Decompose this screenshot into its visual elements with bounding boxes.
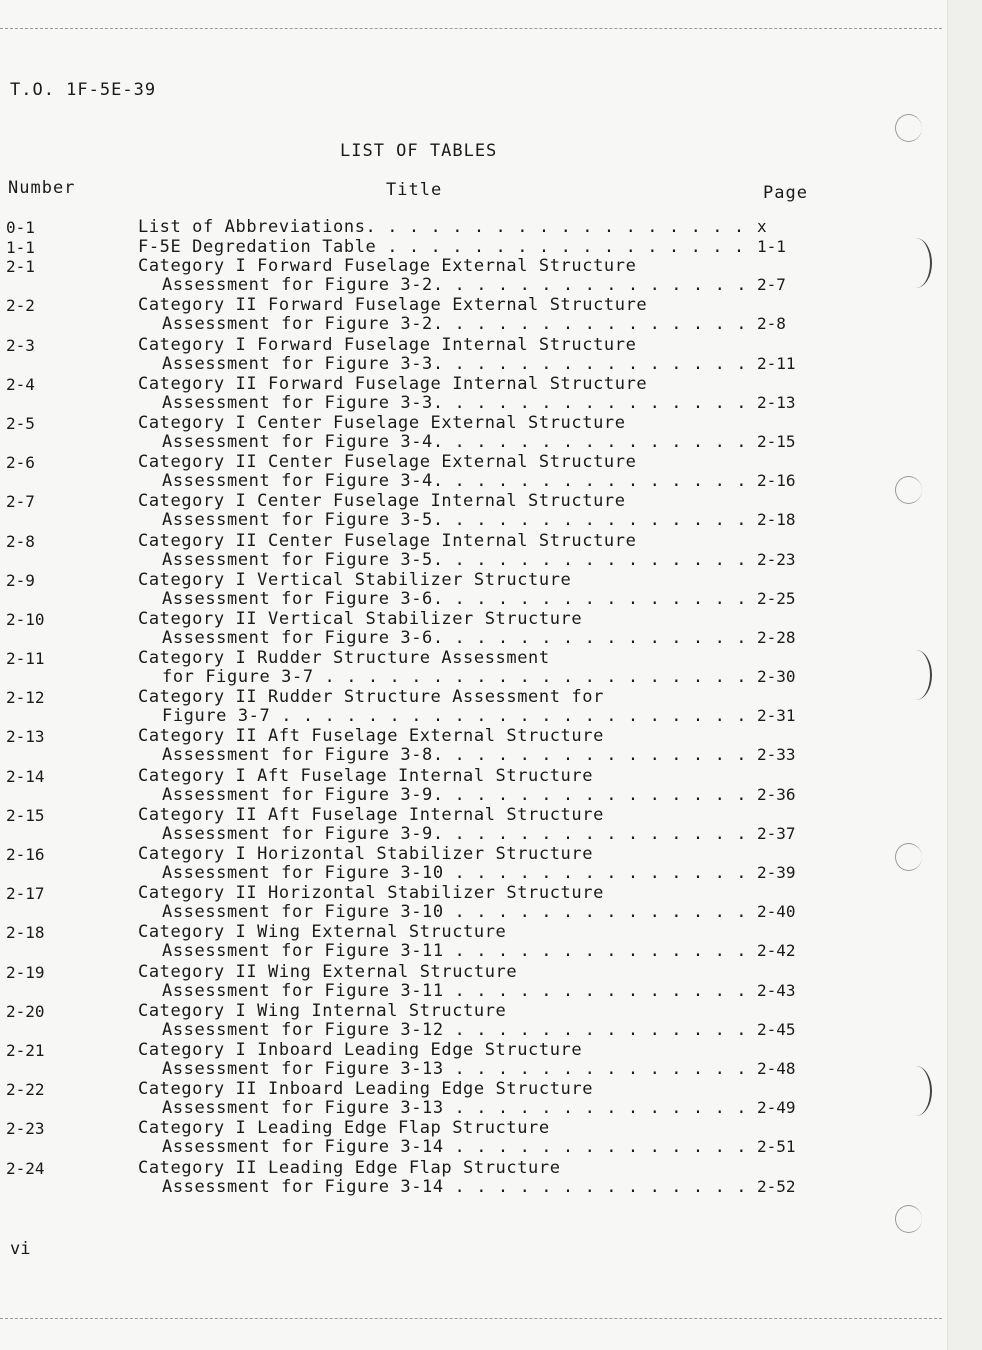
page-number: vi [10, 1239, 31, 1259]
table-title: Category II Leading Edge Flap Structure [138, 1157, 561, 1178]
table-number: 2-1 [6, 257, 35, 277]
table-title-continued: Figure 3-7 . . . [162, 706, 750, 726]
table-title-continued: Assessment for Figure 3-3. . . . [162, 354, 750, 374]
table-title: Category I Forward Fuselage Internal Structure [138, 334, 637, 355]
table-number: 2-5 [6, 413, 35, 433]
table-page: 2-45 [757, 1019, 796, 1039]
table-page: 2-30 [757, 667, 796, 687]
table-page: 2-36 [757, 784, 796, 804]
table-title: Category II Aft Fuselage External Structure [138, 726, 604, 747]
table-title-continued: Assessment for Figure 3-13 . . . [162, 1059, 750, 1079]
list-item [0, 962, 880, 1001]
table-number: 2-19 [6, 962, 45, 982]
table-title-continued: Assessment for Figure 3-9. . . . [162, 824, 750, 844]
table-number: 2-3 [6, 335, 35, 355]
table-page: 2-43 [757, 980, 796, 1000]
table-number: 2-7 [6, 492, 35, 512]
table-title: Category II Forward Fuselage Internal Structure [138, 373, 648, 394]
list-item [0, 609, 880, 648]
list-item [0, 805, 880, 844]
bottom-scan-edge [0, 1318, 942, 1319]
table-number: 2-23 [6, 1119, 45, 1139]
table-title-continued: Assessment for Figure 3-9. . . . [162, 785, 750, 805]
binder-ring-mark [900, 650, 932, 700]
list-item [0, 726, 880, 765]
table-title-continued: Assessment for Figure 3-4. . . . [162, 471, 750, 491]
table-title: Category I Center Fuselage External Structure [138, 412, 626, 433]
table-title: F-5E Degredation Table . . . [138, 237, 750, 257]
table-page: 2-33 [757, 745, 796, 765]
table-title: Category II Forward Fuselage External Structure [138, 295, 648, 316]
table-number: 2-18 [6, 923, 45, 943]
table-number: 2-12 [6, 688, 45, 708]
table-number: 2-2 [6, 296, 35, 316]
list-item [0, 1158, 880, 1197]
table-title-continued: Assessment for Figure 3-12 . . . [162, 1020, 750, 1040]
table-title: Category II Inboard Leading Edge Structure [138, 1079, 594, 1100]
list-item [0, 335, 880, 374]
table-number: 2-22 [6, 1080, 45, 1100]
table-title: Category II Aft Fuselage Internal Structure [138, 804, 604, 825]
table-title-continued: Assessment for Figure 3-10 . . . [162, 863, 750, 883]
table-page: 2-42 [757, 941, 796, 961]
table-number: 2-21 [6, 1040, 45, 1060]
table-page: 2-52 [757, 1176, 796, 1196]
table-title-continued: Assessment for Figure 3-11 . . . [162, 981, 750, 1001]
table-title: Category II Rudder Structure Assessment for [138, 687, 604, 708]
table-title: Category II Horizontal Stabilizer Structure [138, 883, 604, 904]
table-number: 2-16 [6, 845, 45, 864]
list-item [0, 295, 880, 334]
list-item [0, 256, 880, 295]
top-scan-edge [0, 28, 942, 29]
list-item [0, 687, 880, 726]
list-item [0, 570, 880, 609]
table-title-continued: Assessment for Figure 3-13 . . . [162, 1098, 750, 1118]
table-number: 0-1 [6, 218, 35, 237]
column-header-page: Page [763, 183, 808, 203]
table-page: 2-25 [757, 588, 796, 608]
binder-ring-mark [900, 1066, 932, 1116]
table-title: Category I Leading Edge Flap Structure [138, 1118, 550, 1139]
list-item [0, 1040, 880, 1079]
column-header-number: Number [8, 178, 76, 198]
table-title-continued: Assessment for Figure 3-5. . . . [162, 550, 750, 570]
table-number: 2-14 [6, 766, 45, 786]
table-title: Category I Aft Fuselage Internal Structure [138, 765, 594, 786]
list-item [0, 374, 880, 413]
list-item [0, 413, 880, 452]
table-page: 1-1 [757, 236, 786, 256]
table-page: 2-49 [757, 1098, 796, 1118]
table-title-continued: Assessment for Figure 3-10 . . . [162, 902, 750, 922]
table-title: Category II Vertical Stabilizer Structure [138, 608, 583, 629]
list-item [0, 531, 880, 570]
table-page: 2-13 [757, 392, 796, 412]
list-item [0, 766, 880, 805]
table-page: 2-31 [757, 706, 796, 726]
table-page: 2-11 [757, 353, 796, 373]
column-header-title: Title [386, 180, 443, 200]
table-page: 2-15 [757, 431, 796, 451]
table-title-continued: Assessment for Figure 3-6. . . . [162, 589, 750, 609]
table-number: 2-20 [6, 1001, 45, 1021]
table-page: 2-39 [757, 863, 796, 882]
table-title: Category I Rudder Structure Assessment [138, 648, 550, 669]
table-page: 2-51 [757, 1137, 796, 1157]
table-title: Category I Wing Internal Structure [138, 1000, 507, 1021]
table-page: x [757, 217, 767, 236]
table-title-continued: Assessment for Figure 3-2. . . . [162, 314, 750, 334]
table-title-continued: Assessment for Figure 3-8. . . . [162, 745, 750, 765]
table-page: 2-37 [757, 823, 796, 843]
table-page: 2-23 [757, 549, 796, 569]
table-number: 2-11 [6, 649, 45, 669]
table-title: List of Abbreviations. . . . [138, 217, 750, 237]
table-page: 2-8 [757, 314, 786, 334]
table-title: Category I Inboard Leading Edge Structure [138, 1039, 583, 1060]
table-title-continued: Assessment for Figure 3-4. . . . [162, 432, 750, 452]
table-page: 2-40 [757, 902, 796, 922]
table-title: Category I Center Fuselage Internal Structure [138, 491, 626, 512]
table-number: 2-6 [6, 453, 35, 473]
table-page: 2-7 [757, 275, 786, 295]
binder-hole-middle [895, 843, 922, 871]
document-id: T.O. 1F-5E-39 [10, 80, 157, 100]
table-title: Category II Center Fuselage Internal Structure [138, 530, 637, 551]
table-title-continued: Assessment for Figure 3-14 . . . [162, 1177, 750, 1197]
list-item [0, 452, 880, 491]
table-number: 2-13 [6, 727, 45, 747]
table-page: 2-48 [757, 1058, 796, 1078]
list-item [0, 883, 880, 922]
binder-ring-mark [900, 238, 932, 288]
list-title: LIST OF TABLES [340, 141, 498, 161]
page-edge-strip [947, 0, 982, 1350]
table-title-continued: for Figure 3-7 . . . [162, 667, 750, 687]
list-item [0, 491, 880, 530]
binder-hole-upper [895, 476, 922, 504]
table-number: 1-1 [6, 237, 35, 257]
table-title: Category I Horizontal Stabilizer Structure [138, 844, 594, 864]
table-title: Category II Wing External Structure [138, 961, 518, 982]
table-title: Category I Forward Fuselage External Structure [138, 256, 637, 277]
table-title-continued: Assessment for Figure 3-6. . . . [162, 628, 750, 648]
table-page: 2-28 [757, 627, 796, 647]
table-title-continued: Assessment for Figure 3-2. . . . [162, 275, 750, 295]
table-list [0, 217, 880, 1197]
table-number: 2-4 [6, 374, 35, 394]
list-item [0, 1118, 880, 1157]
list-item [0, 844, 880, 883]
table-title-continued: Assessment for Figure 3-3. . . . [162, 393, 750, 413]
table-title: Category I Vertical Stabilizer Structure [138, 569, 572, 590]
table-page: 2-18 [757, 510, 796, 530]
list-item [0, 1079, 880, 1118]
table-number: 2-10 [6, 609, 45, 629]
table-title-continued: Assessment for Figure 3-14 . . . [162, 1137, 750, 1157]
table-number: 2-8 [6, 531, 35, 551]
table-number: 2-17 [6, 884, 45, 904]
table-number: 2-9 [6, 570, 35, 590]
table-page: 2-16 [757, 471, 796, 491]
list-item [0, 648, 880, 687]
list-item [0, 1001, 880, 1040]
table-title-continued: Assessment for Figure 3-11 . . . [162, 941, 750, 961]
table-title-continued: Assessment for Figure 3-5. . . . [162, 510, 750, 530]
table-title: Category I Wing External Structure [138, 922, 507, 943]
binder-hole-bottom [895, 1205, 922, 1233]
table-title: Category II Center Fuselage External Structure [138, 452, 637, 473]
list-item [0, 922, 880, 961]
binder-hole-top [895, 114, 922, 142]
table-number: 2-24 [6, 1158, 45, 1178]
table-number: 2-15 [6, 805, 45, 825]
